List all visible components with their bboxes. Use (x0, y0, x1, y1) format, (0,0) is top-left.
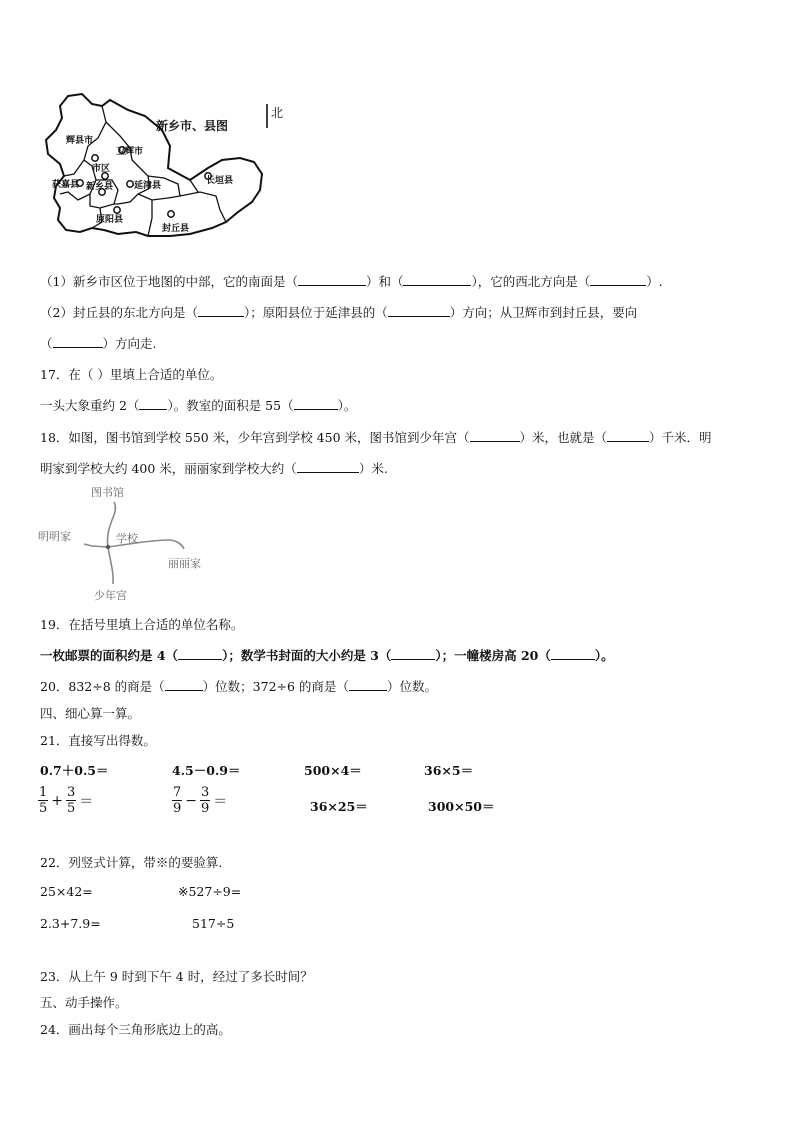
answer-blank[interactable] (551, 648, 595, 660)
q21-title: 21．直接写出得数。 (40, 733, 156, 748)
label-fengqiu: 封丘县 (162, 224, 190, 234)
q21-calc-6: 300×50＝ (428, 799, 495, 814)
q16-part1: （1）新乡市区位于地图的中部，它的南面是（ ）和（ ），它的西北方向是（ ）. (40, 274, 663, 289)
answer-blank[interactable] (178, 648, 222, 660)
answer-blank[interactable] (294, 398, 338, 410)
q18-line2: 明家到学校大约 400 米，丽丽家到学校大约（ ）米. (40, 461, 388, 476)
fraction: $\frac{3}{5}$ (67, 785, 76, 816)
route-mingming (84, 544, 108, 547)
city-dot (127, 181, 133, 187)
answer-blank[interactable] (198, 305, 244, 317)
q17-title: 17．在（ ）里填上合适的单位。 (40, 367, 223, 382)
q21-calc-2: 4.5－0.9＝ (172, 763, 241, 778)
xinxiang-map (40, 88, 340, 243)
q21-fraction-1: $\frac{1}{5}$ + $\frac{3}{5}$ ＝ (39, 785, 94, 816)
label-youth-palace: 少年宫 (94, 589, 127, 602)
map-title: 新乡市、县图 (156, 119, 229, 133)
label-huixian: 辉县市 (66, 136, 94, 146)
answer-blank[interactable] (590, 274, 646, 286)
school-point (106, 545, 110, 549)
answer-blank[interactable] (470, 430, 520, 442)
answer-blank[interactable] (165, 679, 203, 691)
answer-blank[interactable] (298, 274, 366, 286)
q22-title: 22．列竖式计算，带※的要验算. (40, 855, 223, 870)
section-4-heading: 四、细心算一算。 (40, 706, 141, 721)
label-lili: 丽丽家 (168, 557, 201, 570)
section-5-heading: 五、动手操作。 (40, 995, 128, 1010)
q21-calc-4: 36×5＝ (424, 763, 474, 778)
answer-blank[interactable] (391, 648, 435, 660)
q16-part2-line2: （ ）方向走. (40, 336, 157, 351)
map-border (180, 192, 226, 222)
label-changyuan: 长垣县 (206, 176, 234, 186)
q20-line: 20．832÷8 的商是（ ）位数；372÷6 的商是（ ）位数。 (40, 679, 437, 694)
map-outline (46, 94, 262, 236)
q19-title: 19．在括号里填上合适的单位名称。 (40, 617, 244, 632)
label-yuanyang: 原阳县 (96, 215, 124, 225)
label-school: 学校 (116, 532, 138, 545)
label-yanjin: 延津县 (134, 181, 162, 191)
q18-line1: 18．如图，图书馆到学校 550 米，少年宫到学校 450 米，图书馆到少年宫（ ）米，也就是（ ）千米．明 (40, 430, 712, 445)
label-weihui: 卫辉市 (116, 147, 144, 157)
q22-item-2: ※527÷9= (178, 884, 242, 899)
q19-line: 一枚邮票的面积约是 4（ ）；数学书封面的大小约是 3（ ）；一幢楼房高 20（ ）。 (40, 648, 614, 663)
fraction: $\frac{7}{9}$ (173, 785, 182, 816)
q23-title: 23．从上午 9 时到下午 4 时，经过了多长时间？ (40, 969, 313, 984)
north-label: 北 (271, 106, 284, 120)
answer-blank[interactable] (403, 274, 471, 286)
answer-blank[interactable] (349, 679, 387, 691)
city-dot (92, 155, 98, 161)
q21-calc-5: 36×25＝ (310, 799, 368, 814)
route-diagram (36, 480, 226, 605)
label-xinxiang-county: 新乡县 (86, 182, 114, 192)
q17-line: 一头大象重约 2（ ）。教室的面积是 55（ ）。 (40, 398, 357, 413)
label-huojia: 获嘉县 (52, 180, 80, 190)
label-library: 图书馆 (91, 486, 124, 499)
route-youth-palace (108, 547, 113, 584)
answer-blank[interactable] (607, 430, 649, 442)
q24-title: 24．画出每个三角形底边上的高。 (40, 1022, 231, 1037)
answer-blank[interactable] (53, 336, 103, 348)
q22-item-4: 517÷5 (192, 916, 235, 931)
answer-blank[interactable] (388, 305, 450, 317)
map-border (148, 200, 152, 236)
map-border (190, 180, 198, 192)
q21-fraction-2: $\frac{7}{9}$ − $\frac{3}{9}$ ＝ (173, 785, 228, 816)
q21-calc-3: 500×4＝ (304, 763, 362, 778)
fraction: $\frac{1}{5}$ (39, 785, 48, 816)
q21-calc-1: 0.7＋0.5＝ (40, 763, 109, 778)
label-mingming: 明明家 (38, 530, 71, 543)
city-dot (114, 207, 120, 213)
label-city: 市区 (92, 164, 111, 174)
answer-blank[interactable] (139, 398, 167, 410)
q16-part2-line1: （2）封丘县的东北方向是（ ）；原阳县位于延津县的（ ）方向；从卫辉市到封丘县，要向 (40, 305, 638, 320)
answer-blank[interactable] (297, 461, 359, 473)
city-dot (168, 211, 174, 217)
q22-item-1: 25×42= (40, 884, 93, 899)
route-library (107, 502, 115, 547)
fraction: $\frac{3}{9}$ (201, 785, 210, 816)
q22-item-3: 2.3+7.9= (40, 916, 101, 931)
